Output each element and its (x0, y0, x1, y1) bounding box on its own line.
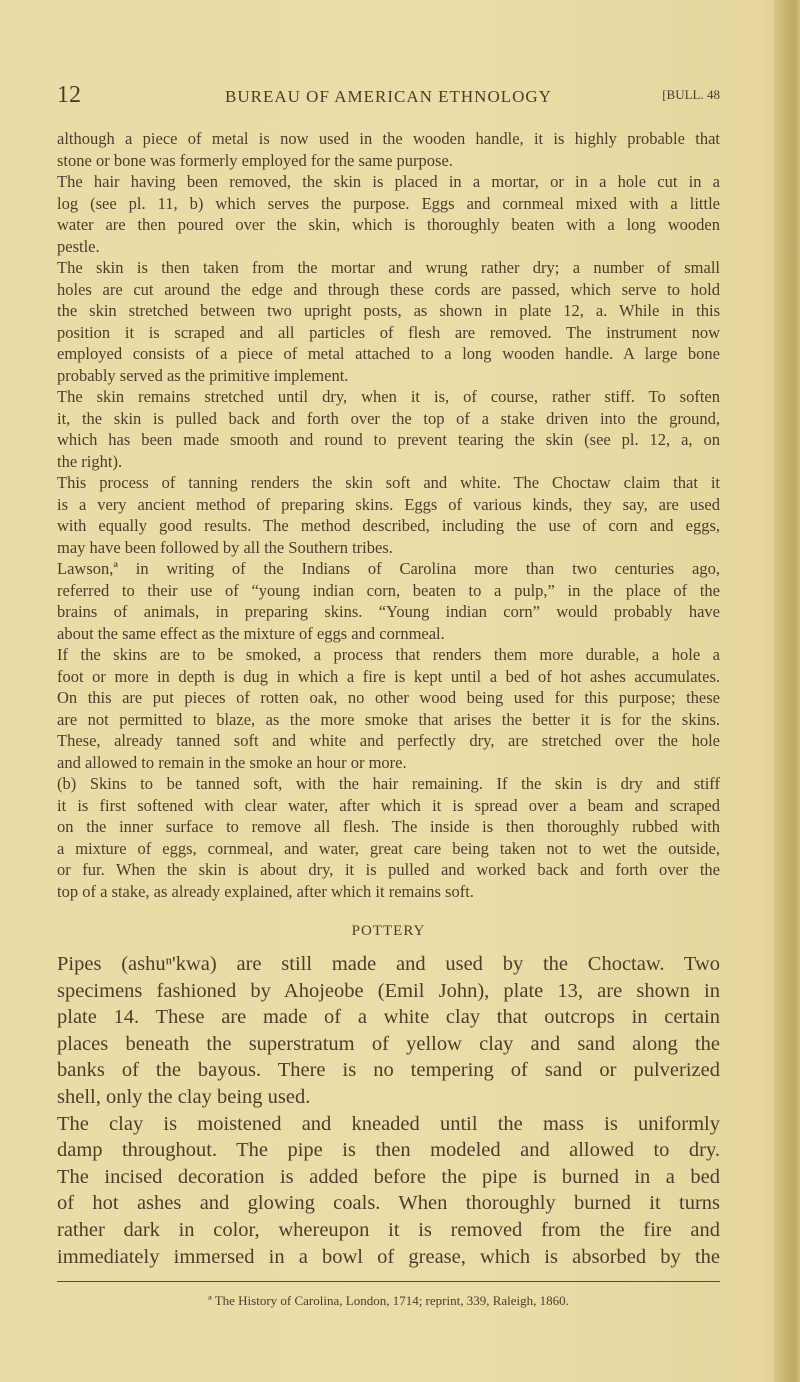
text-line: The clay is moistened and kneaded until the mass is uniformly (57, 1112, 720, 1135)
text-line: If the skins are to be smoked, a process that renders them more durable, a hole a (57, 645, 720, 664)
text-line: damp throughout. The pipe is then modeled and allowed to dry. (57, 1139, 720, 1162)
text-line: with equally good results. The method described, including the use of corn and eggs, (57, 516, 720, 535)
text-line: are not permitted to blaze, as the more smoke that arises the better it is for the skins. (57, 709, 720, 729)
text-line: The skin is then taken from the mortar and wrung rather dry; a number of small (57, 258, 720, 277)
text-line: brains of animals, in preparing skins. “Young indian corn” would probably have (57, 602, 720, 621)
text-line: foot or more in depth is dug in which a fire is kept until a bed of hot ashes accumulates. (57, 666, 720, 686)
bulletin-number: [BULL. 48 (662, 87, 720, 102)
text-line: Pipes (ashuⁿ'kwa) are still made and used by the Choctaw. Two (57, 953, 720, 975)
text-line: places beneath the superstratum of yellow clay and sand along the (57, 1032, 720, 1055)
running-header (57, 82, 720, 106)
text-line: specimens fashioned by Ahojeobe (Emil John), plate 13, are shown in (57, 979, 720, 1002)
text-line: probably served as the primitive implement. (57, 365, 349, 385)
text-line: on the inner surface to remove all flesh. The inside is then thoroughly rubbed with (57, 817, 720, 836)
text-line: On this are put pieces of rotten oak, no other wood being used for this purpose; these (57, 688, 720, 707)
footnote: ª The History of Carolina, London, 1714; reprint, 339, Raleigh, 1860. (208, 1293, 569, 1308)
text-line: which has been made smooth and round to prevent tearing the skin (see pl. 12, a, on (57, 430, 720, 449)
text-line: holes are cut around the edge and through these cords are passed, which serve to hold (57, 279, 720, 299)
text-line: banks of the bayous. There is no tempering of sand or pulverized (57, 1059, 720, 1082)
body-text (57, 128, 720, 902)
text-line: it, the skin is pulled back and forth over the top of a stake driven into the ground, (57, 408, 720, 428)
footnote-rule (57, 1281, 720, 1282)
text-line: or fur. When the skin is about dry, it is pulled and worked back and forth over the (57, 860, 720, 879)
text-line: top of a stake, as already explained, after which it remains soft. (57, 881, 474, 901)
text-line: referred to their use of “young indian corn, beaten to a pulp,” in the place of the (57, 580, 720, 600)
running-title: BUREAU OF AMERICAN ETHNOLOGY (225, 87, 552, 106)
text-line: immediately immersed in a bowl of grease, which is absorbed by the (57, 1245, 720, 1268)
page-number: 12 (57, 82, 81, 108)
text-line: the skin stretched between two upright posts, as shown in plate 12, a. While in this (57, 301, 720, 320)
text-line: although a piece of metal is now used in the wooden handle, it is highly probable that (57, 129, 720, 148)
text-line: the right). (57, 451, 123, 471)
text-line: it is first softened with clear water, after which it is spread over a beam and scraped (57, 795, 720, 815)
text-line: These, already tanned soft and white and perfectly dry, are stretched over the hole (57, 731, 720, 750)
text-line: pestle. (57, 236, 100, 256)
text-line: of hot ashes and glowing coals. When thoroughly burned it turns (57, 1192, 720, 1215)
section-heading: POTTERY (351, 923, 426, 939)
text-line: rather dark in color, whereupon it is removed from the fire and (57, 1218, 720, 1241)
text-line: position it is scraped and all particles of flesh are removed. The instrument now (57, 322, 720, 342)
text-line: about the same effect as the mixture of eggs and cornmeal. (57, 623, 445, 643)
text-line: (b) Skins to be tanned soft, with the hair remaining. If the skin is dry and stiff (57, 774, 720, 793)
text-line: may have been followed by all the Southern tribes. (57, 537, 393, 557)
text-line: log (see pl. 11, b) which serves the purpose. Eggs and cornmeal mixed with a little (57, 193, 720, 213)
text-line: shell, only the clay being used. (57, 1085, 311, 1108)
text-line: The incised decoration is added before the pipe is burned in a bed (57, 1165, 720, 1188)
text-line: plate 14. These are made of a white clay that outcrops in certain (57, 1006, 720, 1029)
text-line: a mixture of eggs, cornmeal, and water, great care being taken not to wet the outside, (57, 838, 720, 858)
text-line: The skin remains stretched until dry, when it is, of course, rather stiff. To soften (57, 387, 720, 406)
pottery-text (57, 951, 720, 1270)
text-line: This process of tanning renders the skin soft and white. The Choctaw claim that it (57, 473, 720, 492)
text-line: employed consists of a piece of metal attached to a long wooden handle. A large bone (57, 344, 720, 363)
text-line: stone or bone was formerly employed for the same purpose. (57, 150, 453, 170)
page-edge (774, 0, 800, 1382)
text-line: water are then poured over the skin, which is thoroughly beaten with a long wooden (57, 215, 720, 234)
text-line: and allowed to remain in the smoke an hour or more. (57, 752, 407, 772)
text-line: The hair having been removed, the skin is placed in a mortar, or in a hole cut in a (57, 172, 720, 191)
text-line: is a very ancient method of preparing skins. Eggs of various kinds, they say, are used (57, 494, 720, 514)
text-line: Lawson,ª in writing of the Indians of Carolina more than two centuries ago, (57, 559, 720, 578)
